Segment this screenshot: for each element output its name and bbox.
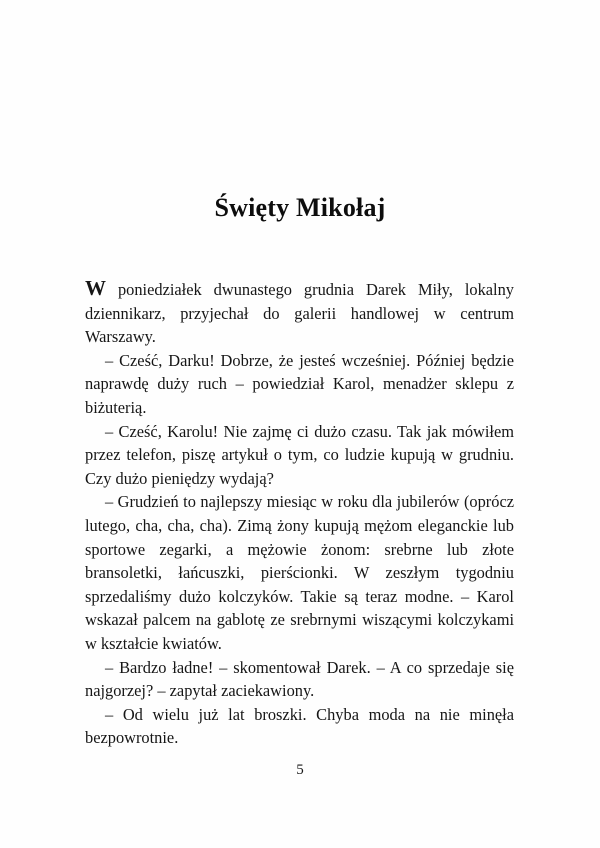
- paragraph-6: – Od wielu już lat broszki. Chyba moda na nie minęła bezpowrotnie.: [85, 704, 514, 748]
- paragraph-4: – Grudzień to najlepszy miesiąc w roku dla jubilerów (oprócz lutego, cha, cha, cha). Zimą żony kupują mężom eleganckie lub sportowe zegarki, a mężowie żonom: srebrne lub złote bransoletki, łańcuszki, pierścionki. W zeszłym tygodniu sprzedaliśmy dużo kolczyków. Takie są teraz modne. – Karol wskazał palcem na gablotę ze srebrnymi wiszącymi kolczykami w kształcie kwiatów.: [85, 492, 514, 653]
- paragraph-2: – Cześć, Darku! Dobrze, że jesteś wcześniej. Później będzie naprawdę duży ruch – powiedział Karol, menadżer sklepu z biżuterią.: [85, 350, 514, 417]
- drop-cap-letter: W: [85, 276, 106, 300]
- paragraph-3: – Cześć, Karolu! Nie zajmę ci dużo czasu. Tak jak mówiłem przez telefon, piszę artykuł o tym, co ludzie kupują w grudniu. Czy dużo pieniędzy wydają?: [85, 421, 514, 488]
- paragraph-5: – Bardzo ładne! – skomentował Darek. – A co sprzedaje się najgorzej? – zapytał zaciekawiony.: [85, 657, 514, 701]
- paragraph-1: [85, 278, 514, 349]
- body-text-block: [85, 278, 514, 750]
- page-number: 5: [296, 762, 304, 778]
- paragraph-text: poniedziałek dwunastego grudnia Darek Miły, lokalny dziennikarz, przyjechał do galerii handlowej w centrum Warszawy.: [85, 280, 514, 347]
- page-title: Święty Mikołaj: [214, 193, 386, 223]
